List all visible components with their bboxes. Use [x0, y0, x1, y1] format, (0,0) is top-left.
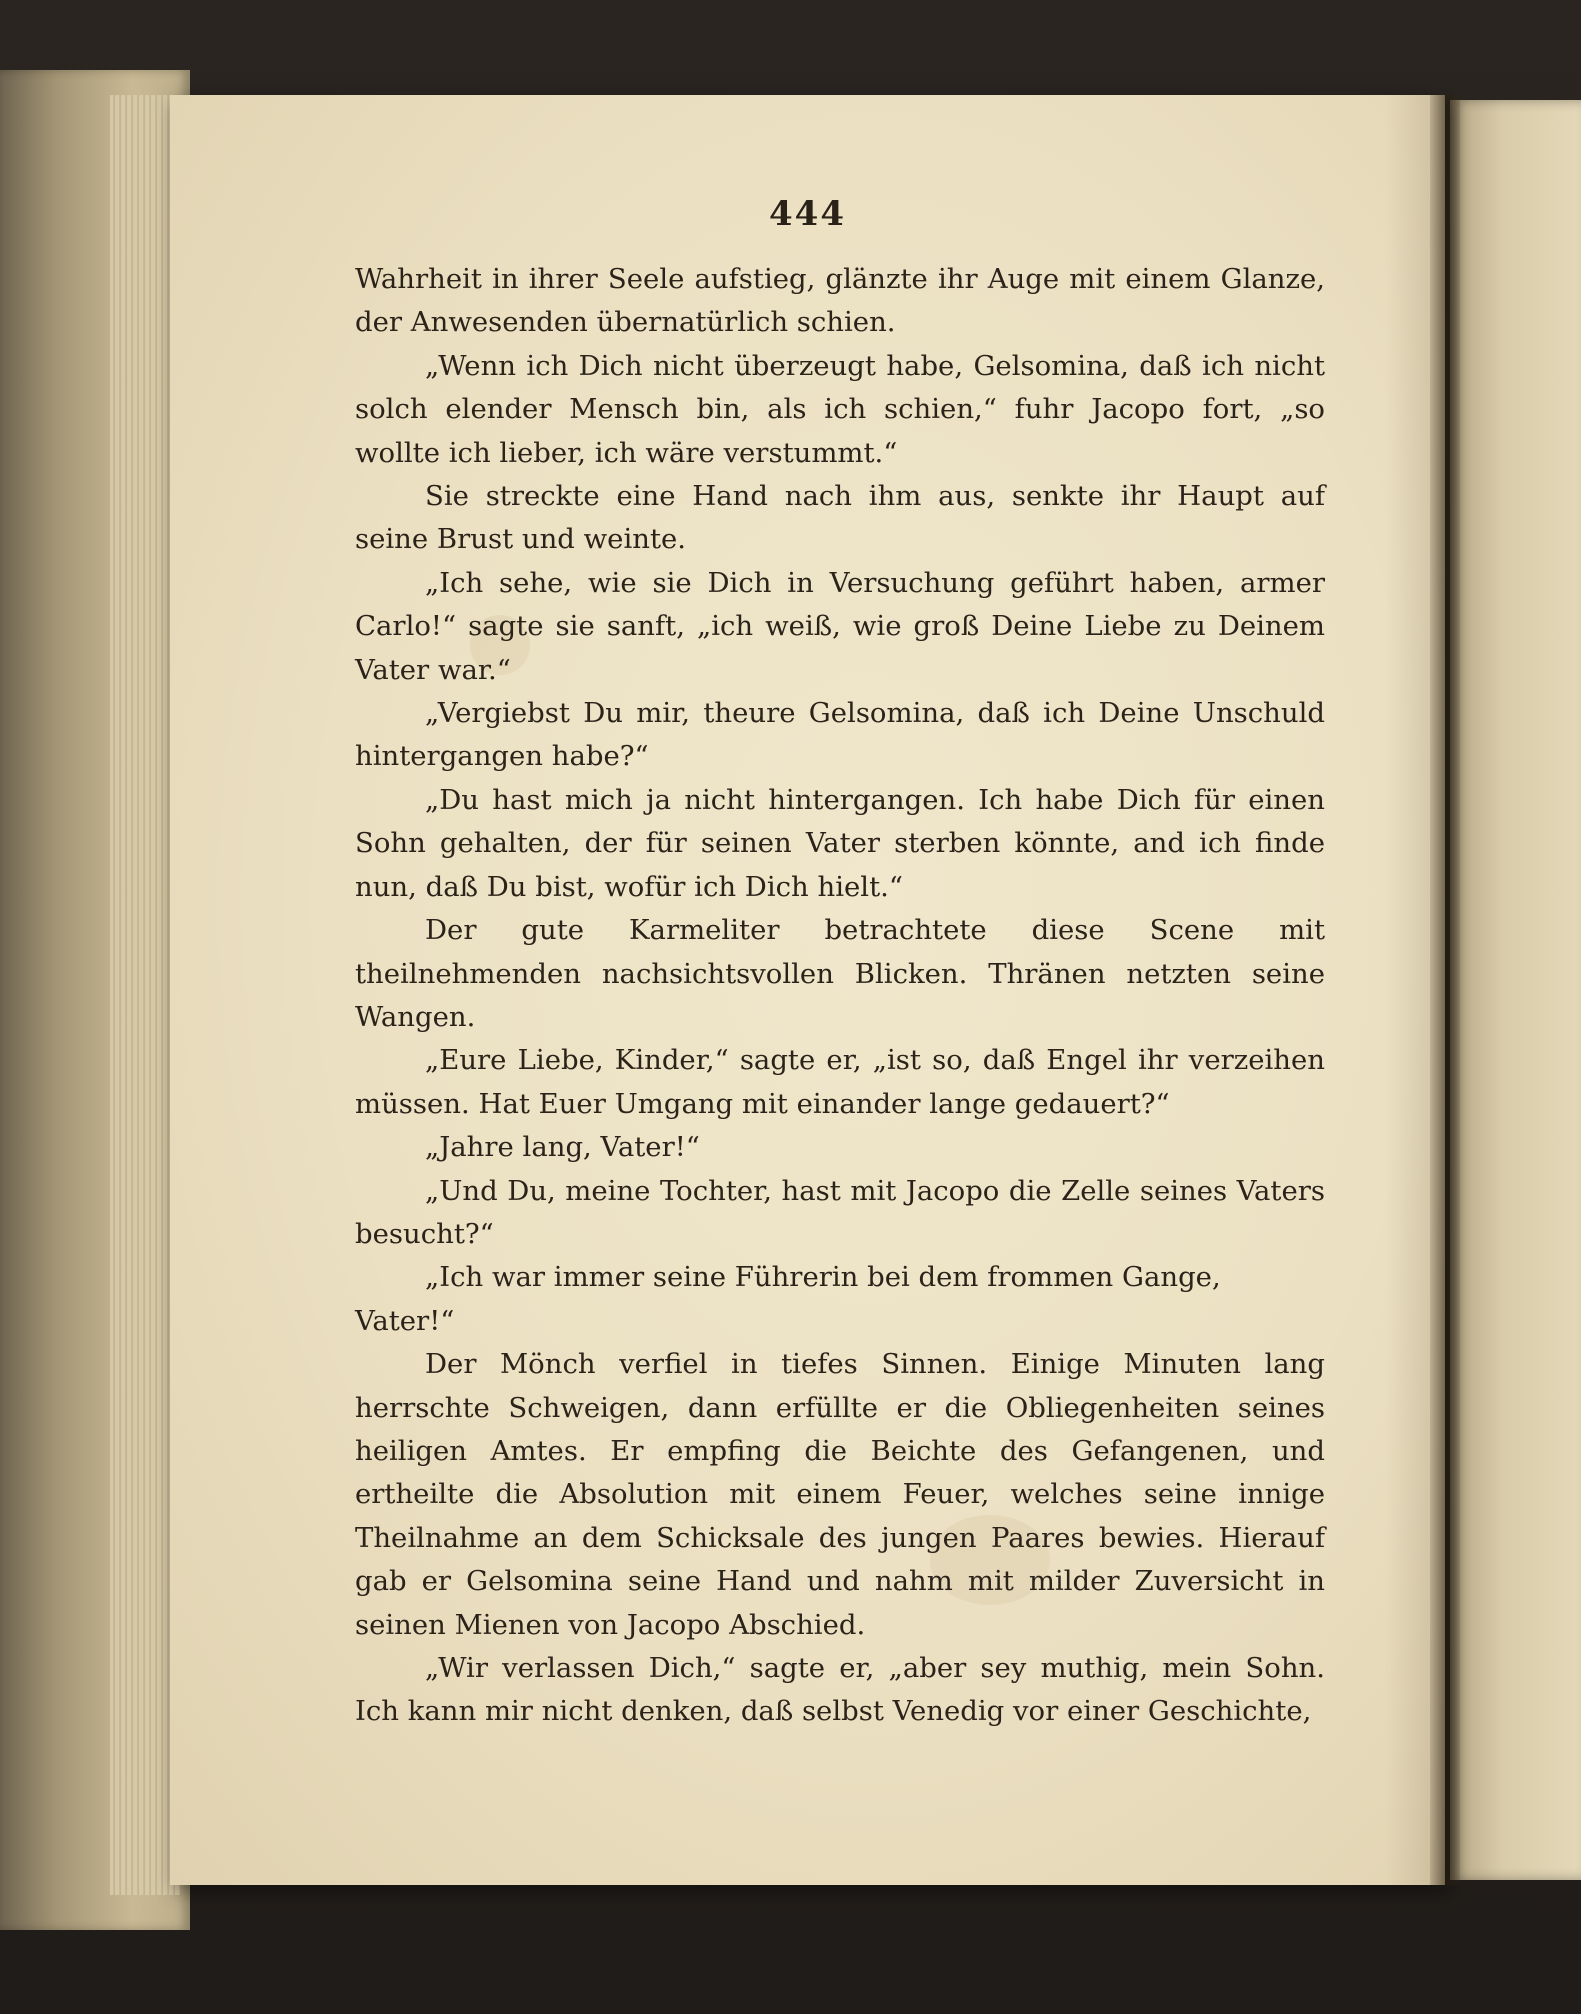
paragraph: „Wir verlassen Dich,“ sagte er, „aber sey muthig, mein Sohn. Ich kann mir nicht denken, daß selbst Venedig vor einer Geschichte,	[355, 1652, 1325, 1728]
paragraph: „Ich war immer seine Führerin bei dem frommen Gange, Vater!“	[355, 1261, 1221, 1337]
paragraph: „Ich sehe, wie sie Dich in Versuchung geführt haben, armer Carlo!“ sagte sie sanft, „ich weiß, wie groß Deine Liebe zu Deinem Vater war.“	[355, 566, 1325, 686]
book-gutter	[1430, 95, 1460, 1885]
body-text	[355, 258, 1325, 1734]
page-number: 444	[769, 194, 846, 234]
paragraph: Der gute Karmeliter betrachtete diese Scene mit theilnehmenden nachsichtsvollen Blicken. Thränen netzten seine Wangen.	[355, 914, 1325, 1033]
paragraph: „Eure Liebe, Kinder,“ sagte er, „ist so, daß Engel ihr verzeihen müssen. Hat Euer Umgang mit einander lange gedauert?“	[355, 1044, 1325, 1120]
paragraph: „Jahre lang, Vater!“	[425, 1131, 700, 1164]
paragraph: „Du hast mich ja nicht hintergangen. Ich habe Dich für einen Sohn gehalten, der für seinen Vater sterben könnte, and ich finde nun, daß Du bist, wofür ich Dich hielt.“	[355, 783, 1325, 903]
paragraph: Sie streckte eine Hand nach ihm aus, senkte ihr Haupt auf seine Brust und weinte.	[355, 480, 1325, 556]
paragraph: „Vergiebst Du mir, theure Gelsomina, daß ich Deine Unschuld hintergangen habe?“	[355, 697, 1325, 773]
paragraph: „Und Du, meine Tochter, hast mit Jacopo die Zelle seines Vaters besucht?“	[355, 1174, 1325, 1250]
paragraph: Wahrheit in ihrer Seele aufstieg, glänzte ihr Auge mit einem Glanze, der Anwesenden übernatürlich schien.	[355, 263, 1325, 339]
paragraph: Der Mönch verfiel in tiefes Sinnen. Einige Minuten lang herrschte Schweigen, dann erfüllte er die Obliegenheiten seines heiligen Amtes. Er empfing die Beichte des Gefangenen, und ertheilte die Absolution mit einem Feuer, welches seine innige Theilnahme an dem Schicksale des jungen Paares bewies. Hierauf gab er Gelsomina seine Hand und nahm mit milder Zuversicht in seinen Mienen von Jacopo Abschied.	[355, 1348, 1325, 1641]
facing-page	[1450, 100, 1581, 1880]
paragraph: „Wenn ich Dich nicht überzeugt habe, Gelsomina, daß ich nicht solch elender Mensch bin, als ich schien,“ fuhr Jacopo fort, „so wollte ich lieber, ich wäre verstummt.“	[355, 349, 1325, 469]
